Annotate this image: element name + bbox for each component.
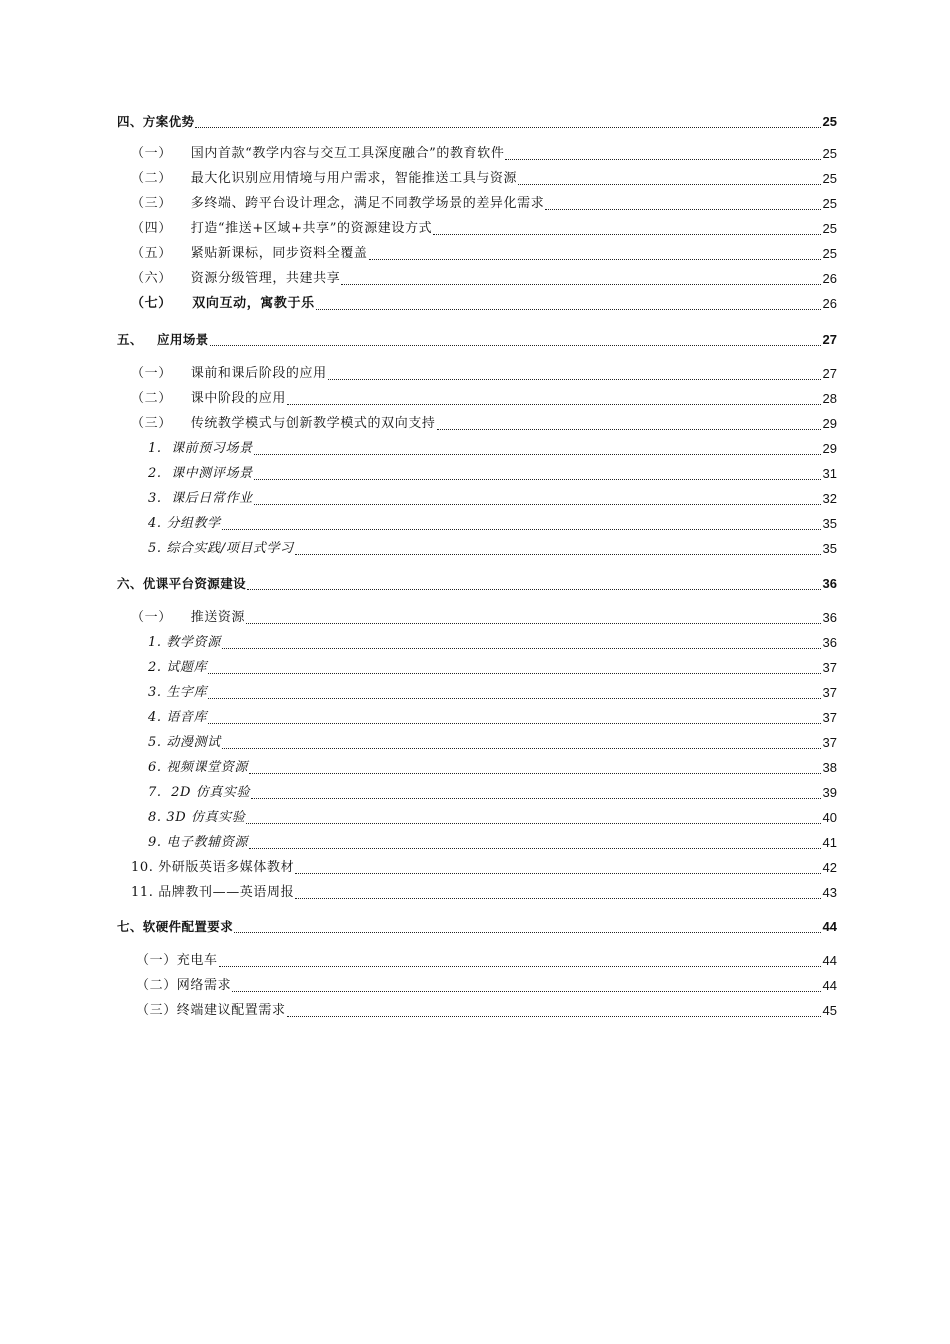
dot-leader xyxy=(254,478,821,480)
dot-leader xyxy=(518,183,820,185)
dot-leader xyxy=(219,965,821,967)
toc-entry-page-number: 25 xyxy=(822,221,837,236)
toc-entry[interactable] xyxy=(0,974,950,996)
toc-entry[interactable] xyxy=(0,631,950,653)
toc-entry-title: （三）终端建议配置需求 xyxy=(136,1003,286,1021)
toc-entry[interactable] xyxy=(0,142,950,164)
toc-entry-page-number: 32 xyxy=(822,491,837,506)
toc-entry-title: （三） 多终端、跨平台设计理念，满足不同教学场景的差异化需求 xyxy=(131,196,544,214)
toc-entry-page-number: 26 xyxy=(822,296,837,311)
toc-entry[interactable] xyxy=(0,831,950,853)
toc-entry-title: 4. 分组教学 xyxy=(148,516,221,534)
toc-entry[interactable] xyxy=(0,756,950,778)
toc-entry-page-number: 27 xyxy=(822,366,837,381)
toc-entry-page-number: 29 xyxy=(822,441,837,456)
toc-entry-page-number: 44 xyxy=(822,919,837,934)
toc-entry[interactable] xyxy=(0,781,950,803)
toc-entry-page-number: 36 xyxy=(822,610,837,625)
dot-leader xyxy=(341,283,820,285)
toc-entry[interactable] xyxy=(0,387,950,409)
dot-leader xyxy=(295,553,821,555)
toc-entry-title: 11. 品牌教刊——英语周报 xyxy=(131,885,294,903)
toc-entry[interactable] xyxy=(0,242,950,264)
dot-leader xyxy=(249,847,821,849)
toc-entry-title: （五） 紧贴新课标，同步资料全覆盖 xyxy=(131,246,368,264)
toc-entry-title: （二）网络需求 xyxy=(136,978,231,996)
toc-entry[interactable] xyxy=(0,217,950,239)
dot-leader xyxy=(254,453,821,455)
toc-entry[interactable] xyxy=(0,656,950,678)
toc-entry-page-number: 31 xyxy=(822,466,837,481)
dot-leader xyxy=(545,208,820,210)
toc-entry-page-number: 37 xyxy=(822,710,837,725)
dot-leader xyxy=(437,428,821,430)
toc-entry-title: 七、软硬件配置要求 xyxy=(117,919,233,937)
dot-leader xyxy=(210,344,821,346)
toc-entry-page-number: 36 xyxy=(822,576,837,591)
toc-entry[interactable] xyxy=(0,856,950,878)
toc-entry-title: 五、 应用场景 xyxy=(117,332,209,350)
toc-entry-title: （四） 打造“推送+区域+共享”的资源建设方式 xyxy=(131,221,432,239)
toc-entry-title: 六、优课平台资源建设 xyxy=(117,576,246,594)
dot-leader xyxy=(295,897,820,899)
toc-entry[interactable] xyxy=(0,292,950,314)
dot-leader xyxy=(505,158,820,160)
toc-entry-page-number: 25 xyxy=(822,114,837,129)
dot-leader xyxy=(222,647,821,649)
toc-entry[interactable] xyxy=(0,412,950,434)
toc-entry-title: 5. 动漫测试 xyxy=(148,735,221,753)
dot-leader xyxy=(222,528,821,530)
dot-leader xyxy=(433,233,820,235)
toc-entry[interactable] xyxy=(0,806,950,828)
toc-entry-title: （三） 传统教学模式与创新教学模式的双向支持 xyxy=(131,416,436,434)
toc-entry-page-number: 37 xyxy=(822,685,837,700)
toc-entry-title: （七） 双向互动，寓教于乐 xyxy=(131,296,315,314)
toc-entry-page-number: 44 xyxy=(822,978,837,993)
toc-entry-title: 6. 视频课堂资源 xyxy=(148,760,248,778)
toc-entry-page-number: 36 xyxy=(822,635,837,650)
toc-entry[interactable] xyxy=(0,606,950,628)
toc-entry-page-number: 25 xyxy=(822,146,837,161)
toc-entry[interactable] xyxy=(0,915,950,937)
toc-entry[interactable] xyxy=(0,110,950,132)
toc-entry[interactable] xyxy=(0,192,950,214)
toc-entry-page-number: 27 xyxy=(822,332,837,347)
toc-entry-page-number: 45 xyxy=(822,1003,837,1018)
toc-entry-page-number: 28 xyxy=(822,391,837,406)
toc-entry[interactable] xyxy=(0,512,950,534)
toc-entry-page-number: 43 xyxy=(822,885,837,900)
toc-entry-page-number: 44 xyxy=(822,953,837,968)
dot-leader xyxy=(287,403,821,405)
toc-entry[interactable] xyxy=(0,731,950,753)
dot-leader xyxy=(208,697,820,699)
toc-entry-page-number: 26 xyxy=(822,271,837,286)
toc-entry-title: 四、方案优势 xyxy=(117,114,194,132)
toc-entry[interactable] xyxy=(0,681,950,703)
toc-entry[interactable] xyxy=(0,437,950,459)
toc-entry-page-number: 41 xyxy=(822,835,837,850)
toc-entry-page-number: 35 xyxy=(822,516,837,531)
toc-entry[interactable] xyxy=(0,462,950,484)
toc-entry-title: （六） 资源分级管理，共建共享 xyxy=(131,271,340,289)
dot-leader xyxy=(328,378,821,380)
toc-entry-page-number: 29 xyxy=(822,416,837,431)
toc-entry-page-number: 39 xyxy=(822,785,837,800)
toc-entry[interactable] xyxy=(0,487,950,509)
toc-entry-page-number: 25 xyxy=(822,171,837,186)
toc-entry-page-number: 40 xyxy=(822,810,837,825)
toc-entry-page-number: 37 xyxy=(822,660,837,675)
toc-entry-title: （一） 课前和课后阶段的应用 xyxy=(131,366,327,384)
toc-entry-title: 5. 综合实践/项目式学习 xyxy=(148,541,294,559)
toc-entry[interactable] xyxy=(0,267,950,289)
toc-entry[interactable] xyxy=(0,362,950,384)
toc-entry-title: 7. 2D 仿真实验 xyxy=(148,785,250,803)
toc-entry-title: 4. 语音库 xyxy=(148,710,207,728)
dot-leader xyxy=(251,797,820,799)
dot-leader xyxy=(249,772,821,774)
dot-leader xyxy=(369,258,821,260)
toc-entry-page-number: 38 xyxy=(822,760,837,775)
toc-entry-title: （二） 最大化识别应用情境与用户需求，智能推送工具与资源 xyxy=(131,171,517,189)
toc-entry-page-number: 42 xyxy=(822,860,837,875)
toc-entry[interactable] xyxy=(0,328,950,350)
toc-entry[interactable] xyxy=(0,999,950,1021)
toc-entry-title: 1. 教学资源 xyxy=(148,635,221,653)
dot-leader xyxy=(234,931,820,933)
dot-leader xyxy=(287,1015,821,1017)
toc-entry[interactable] xyxy=(0,881,950,903)
dot-leader xyxy=(254,503,821,505)
toc-entry-title: （一）充电车 xyxy=(136,953,218,971)
toc-entry-title: （二） 课中阶段的应用 xyxy=(131,391,286,409)
dot-leader xyxy=(316,308,821,310)
toc-entry-title: 9. 电子教辅资源 xyxy=(148,835,248,853)
toc-entry-title: 2. 试题库 xyxy=(148,660,207,678)
toc-entry[interactable] xyxy=(0,949,950,971)
toc-entry-title: 8. 3D 仿真实验 xyxy=(148,810,245,828)
toc-entry-title: 1. 课前预习场景 xyxy=(148,441,253,459)
toc-entry[interactable] xyxy=(0,706,950,728)
toc-entry-title: 2. 课中测评场景 xyxy=(148,466,253,484)
toc-entry-page-number: 25 xyxy=(822,196,837,211)
toc-entry[interactable] xyxy=(0,537,950,559)
dot-leader xyxy=(208,672,820,674)
dot-leader xyxy=(246,622,820,624)
toc-entry-page-number: 25 xyxy=(822,246,837,261)
dot-leader xyxy=(247,588,821,590)
toc-entry[interactable] xyxy=(0,167,950,189)
dot-leader xyxy=(232,990,820,992)
toc-entry-title: 3. 生字库 xyxy=(148,685,207,703)
toc-entry-page-number: 35 xyxy=(822,541,837,556)
toc-entry-title: 10. 外研版英语多媒体教材 xyxy=(131,860,294,878)
toc-entry-title: （一） 推送资源 xyxy=(131,610,245,628)
dot-leader xyxy=(295,872,820,874)
dot-leader xyxy=(195,126,820,128)
dot-leader xyxy=(246,822,820,824)
toc-entry-title: （一） 国内首款“教学内容与交互工具深度融合”的教育软件 xyxy=(131,146,504,164)
toc-entry-page-number: 37 xyxy=(822,735,837,750)
toc-entry-title: 3. 课后日常作业 xyxy=(148,491,253,509)
dot-leader xyxy=(222,747,821,749)
toc-entry[interactable] xyxy=(0,572,950,594)
dot-leader xyxy=(208,722,820,724)
